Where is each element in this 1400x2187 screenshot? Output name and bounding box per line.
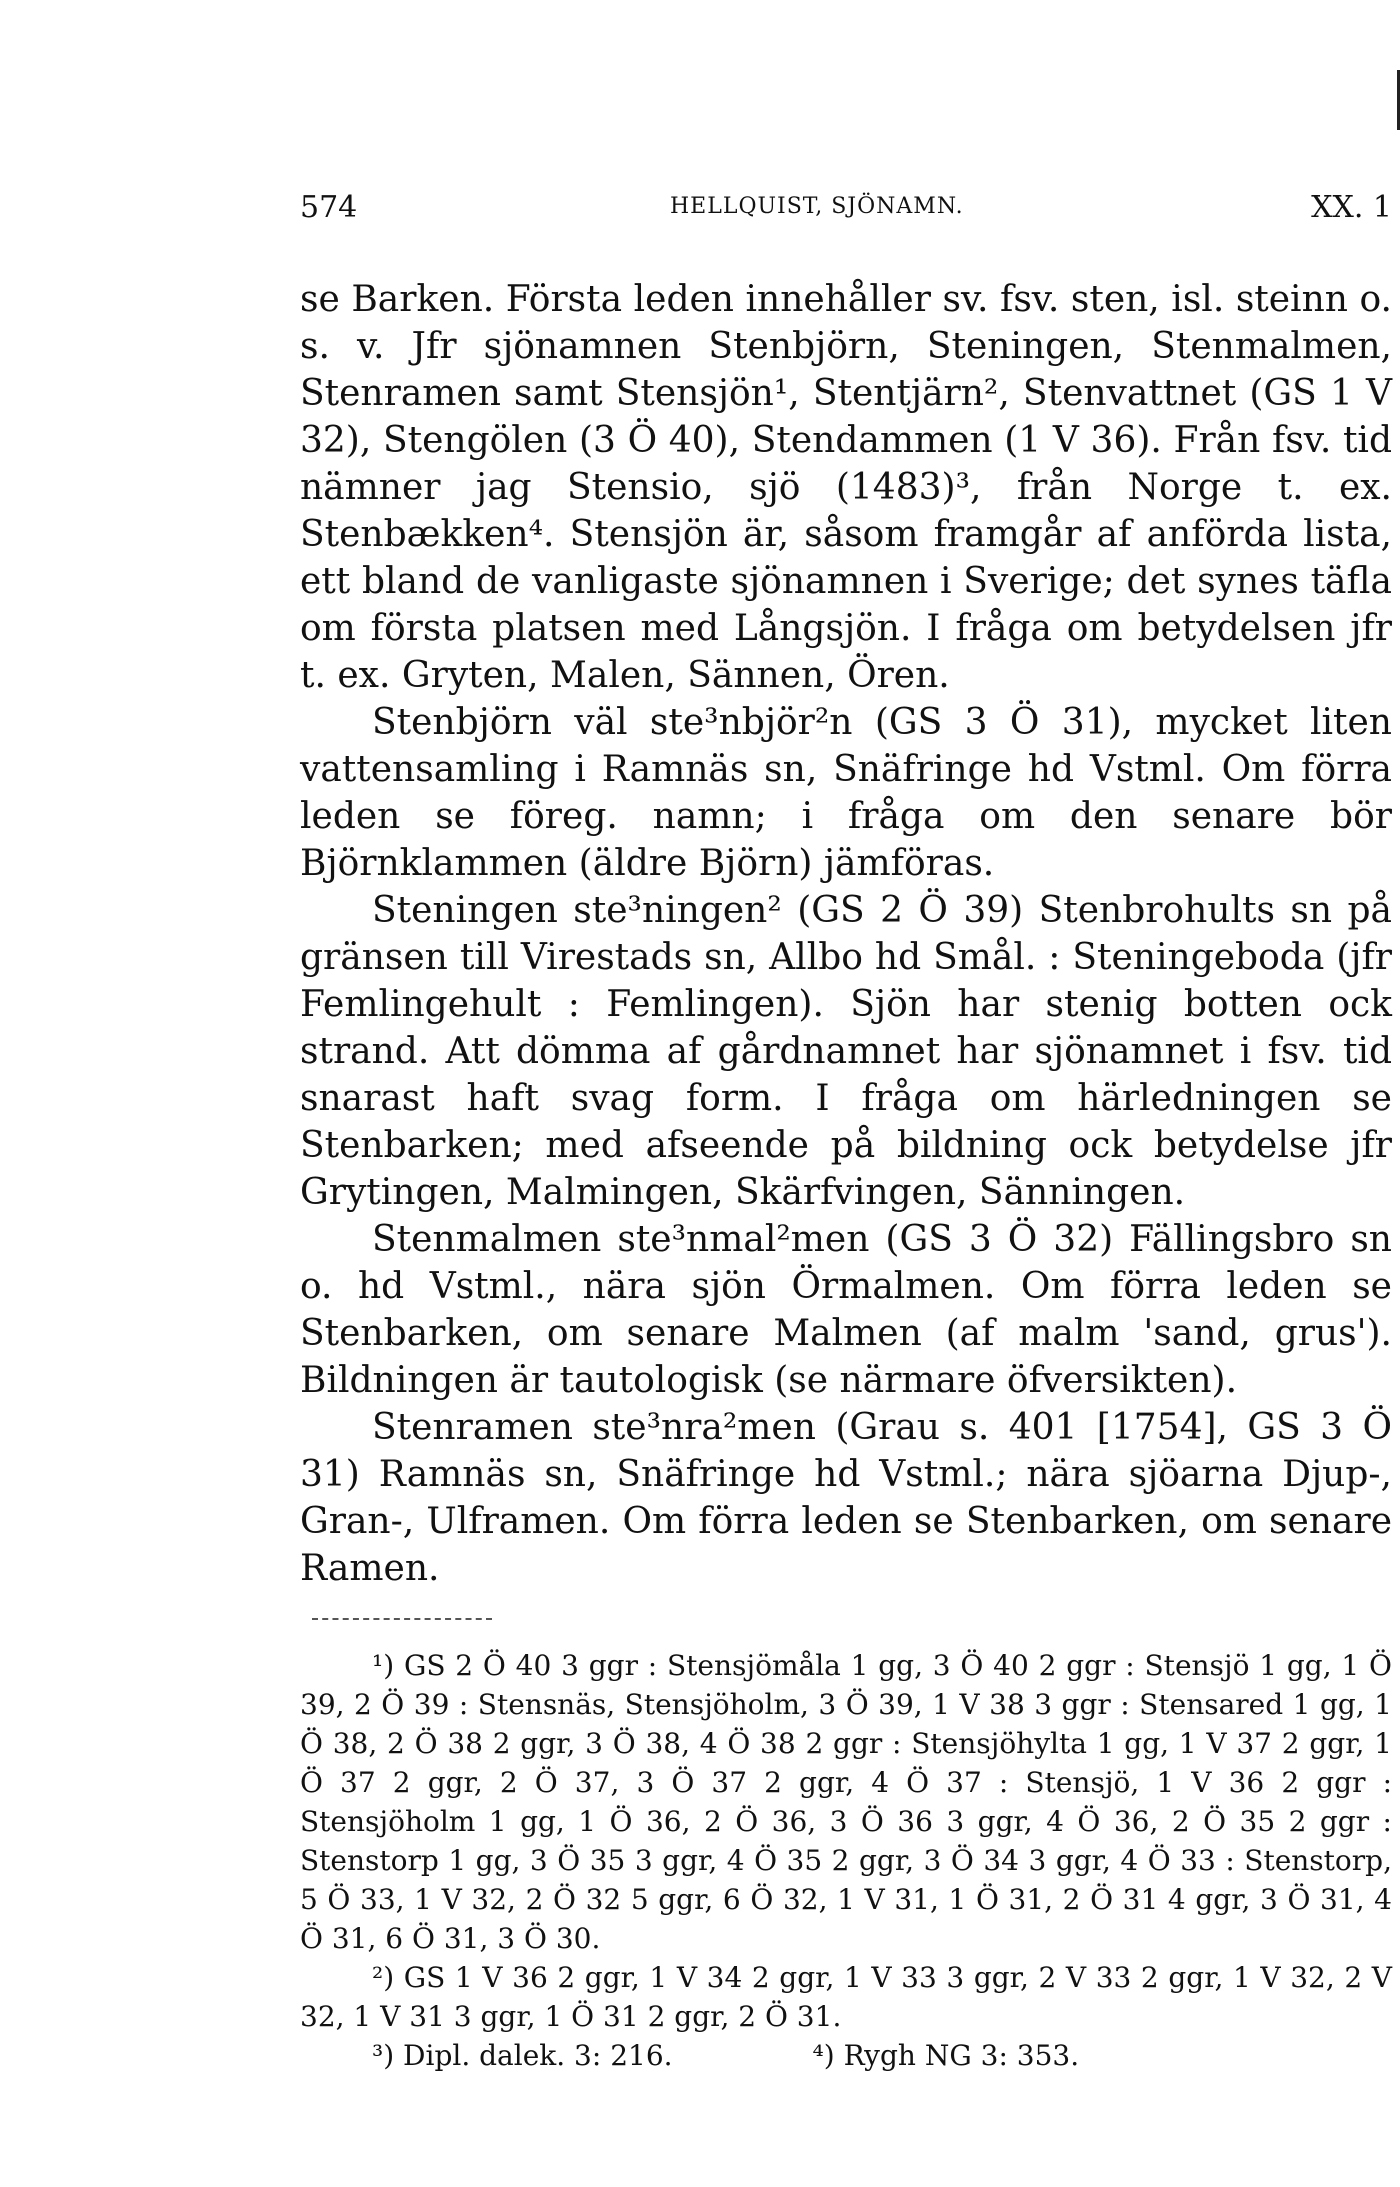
footnote-3: ³) Dipl. dalek. 3: 216.	[372, 2039, 673, 2072]
paragraph-stenbarken-continuation: se Barken. Första leden innehåller sv. fsv. sten, isl. steinn o. s. v. Jfr sjönamnen Stenbjörn, Steningen, Stenmalmen, Stenramen samt Stensjön¹, Stentjärn², Stenvattnet (GS 1 V 32), Stengölen (3 Ö 40), Stendammen (1 V 36). Från fsv. tid nämner jag Stensio, sjö (1483)³, från Norge t. ex. Stenbækken⁴. Stensjön är, såsom framgår af anförda lista, ett bland de vanligaste sjönamnen i Sverige; det synes täfla om första platsen med Långsjön. I fråga om betydelsen jfr t. ex. Gryten, Malen, Sännen, Ören.	[300, 279, 1392, 696]
entry-steningen: Steningen ste³ningen² (GS 2 Ö 39) Stenbrohults sn på gränsen till Virestads sn, Allbo hd Smål. : Steningeboda (jfr Femlingehult : Femlingen). Sjön har stenig botten ock strand. Att dömma af gårdnamnet har sjönamnet i fsv. tid snarast haft svag form. I fråga om härledningen se Stenbarken; med afseende på bildning ock betydelse jfr Grytingen, Malmingen, Skärfvingen, Sänningen.	[300, 890, 1392, 1213]
main-text	[300, 276, 1392, 1592]
footnote-separator	[312, 1618, 492, 1620]
footnote-2: ²) GS 1 V 36 2 ggr, 1 V 34 2 ggr, 1 V 33 3 ggr, 2 V 33 2 ggr, 1 V 32, 2 V 32, 1 V 31 3 ggr, 1 Ö 31 2 ggr, 2 Ö 31.	[300, 1961, 1392, 2033]
footnote-1: ¹) GS 2 Ö 40 3 ggr : Stensjömåla 1 gg, 3 Ö 40 2 ggr : Stensjö 1 gg, 1 Ö 39, 2 Ö 39 : Stensnäs, Stensjöholm, 3 Ö 39, 1 V 38 3 ggr : Stensared 1 gg, 1 Ö 38, 2 Ö 38 2 ggr, 3 Ö 38, 4 Ö 38 2 ggr : Stensjöhylta 1 gg, 1 V 37 2 ggr, 1 Ö 37 2 ggr, 2 Ö 37, 3 Ö 37 2 ggr, 4 Ö 37 : Stensjö, 1 V 36 2 ggr : Stensjöholm 1 gg, 1 Ö 36, 2 Ö 36, 3 Ö 36 3 ggr, 4 Ö 36, 2 Ö 35 2 ggr : Stenstorp 1 gg, 3 Ö 35 3 ggr, 4 Ö 35 2 ggr, 3 Ö 34 3 ggr, 4 Ö 33 : Stenstorp, 5 Ö 33, 1 V 32, 2 Ö 32 5 ggr, 6 Ö 32, 1 V 31, 1 Ö 31, 2 Ö 31 4 ggr, 3 Ö 31, 4 Ö 31, 6 Ö 31, 3 Ö 30.	[300, 1649, 1392, 1955]
entry-stenmalmen: Stenmalmen ste³nmal²men (GS 3 Ö 32) Fällingsbro sn o. hd Vstml., nära sjön Örmalmen. Om förra leden se Stenbarken, om senare Malmen (af malm 'sand, grus'). Bildningen är tautologisk (se närmare öfversikten).	[300, 1219, 1392, 1401]
page-number: 574	[300, 190, 358, 225]
page-header	[300, 190, 1392, 250]
running-title: HELLQUIST, SJÖNAMN.	[670, 194, 964, 219]
section-number: XX. 1	[1311, 190, 1392, 225]
footnotes	[300, 1646, 1392, 2075]
footnote-4: ⁴) Rygh NG 3: 353.	[812, 2039, 1080, 2072]
entry-stenbjorn: Stenbjörn väl ste³nbjör²n (GS 3 Ö 31), mycket liten vattensamling i Ramnäs sn, Snäfringe hd Vstml. Om förra leden se föreg. namn; i fråga om den senare bör Björnklammen (äldre Björn) jämföras.	[300, 702, 1392, 884]
book-page	[300, 190, 1392, 2075]
footnote-row-3-4	[300, 2036, 1392, 2075]
entry-stenramen: Stenramen ste³nra²men (Grau s. 401 [1754], GS 3 Ö 31) Ramnäs sn, Snäfringe hd Vstml.; nära sjöarna Djup-, Gran-, Ulframen. Om förra leden se Stenbarken, om senare Ramen.	[300, 1407, 1392, 1589]
